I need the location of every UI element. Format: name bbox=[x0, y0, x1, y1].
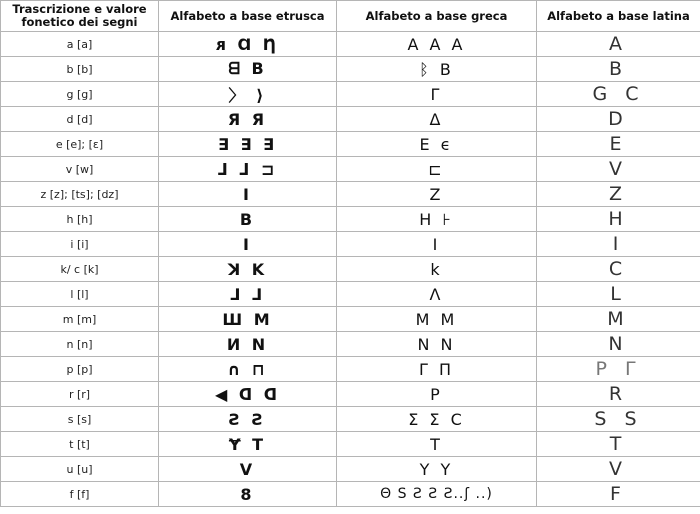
etruscan-glyph-cell: ᗺ B bbox=[159, 57, 337, 82]
greek-glyph-cell: Γ bbox=[337, 82, 537, 107]
etruscan-glyph-cell: ᒧ ᒧ ⊐ bbox=[159, 157, 337, 182]
latin-glyph-cell: V bbox=[537, 457, 700, 482]
transcription-cell: n [n] bbox=[1, 332, 159, 357]
etruscan-glyph-cell: ∃ ∃ ∃ bbox=[159, 132, 337, 157]
latin-glyph-cell: N bbox=[537, 332, 700, 357]
latin-glyph-cell: B bbox=[537, 57, 700, 82]
greek-glyph-cell: N N bbox=[337, 332, 537, 357]
etruscan-glyph-cell: ◀ ᗡ ᗡ bbox=[159, 382, 337, 407]
latin-glyph-cell: E bbox=[537, 132, 700, 157]
table-row bbox=[1, 132, 700, 157]
latin-glyph-cell: C bbox=[537, 257, 700, 282]
etruscan-glyph-cell: Ш M bbox=[159, 307, 337, 332]
transcription-cell: d [d] bbox=[1, 107, 159, 132]
etruscan-glyph-cell: I bbox=[159, 182, 337, 207]
etruscan-glyph-cell: И N bbox=[159, 332, 337, 357]
greek-glyph-cell: Z bbox=[337, 182, 537, 207]
header-transcription: Trascrizione e valore fonetico dei segni bbox=[1, 1, 159, 32]
table-row bbox=[1, 432, 700, 457]
table-row bbox=[1, 407, 700, 432]
header-etruscan: Alfabeto a base etrusca bbox=[159, 1, 337, 32]
transcription-cell: k/ c [k] bbox=[1, 257, 159, 282]
table-row bbox=[1, 207, 700, 232]
table-row bbox=[1, 182, 700, 207]
table-row bbox=[1, 482, 700, 507]
etruscan-glyph-cell: Я Я bbox=[159, 107, 337, 132]
etruscan-glyph-cell: Ɏ T bbox=[159, 432, 337, 457]
latin-glyph-cell: V bbox=[537, 157, 700, 182]
latin-glyph-cell: I bbox=[537, 232, 700, 257]
header-greek: Alfabeto a base greca bbox=[337, 1, 537, 32]
table-row bbox=[1, 382, 700, 407]
table-header bbox=[1, 1, 700, 32]
latin-glyph-cell: F bbox=[537, 482, 700, 507]
table-row bbox=[1, 282, 700, 307]
transcription-cell: l [l] bbox=[1, 282, 159, 307]
greek-glyph-cell: ⊏ bbox=[337, 157, 537, 182]
greek-glyph-cell: I bbox=[337, 232, 537, 257]
latin-glyph-cell: G C bbox=[537, 82, 700, 107]
transcription-cell: h [h] bbox=[1, 207, 159, 232]
greek-glyph-cell: Α Α Α bbox=[337, 32, 537, 57]
latin-glyph-cell: A bbox=[537, 32, 700, 57]
latin-glyph-cell: P Γ bbox=[537, 357, 700, 382]
latin-glyph-cell: T bbox=[537, 432, 700, 457]
table-row bbox=[1, 357, 700, 382]
transcription-cell: t [t] bbox=[1, 432, 159, 457]
greek-glyph-cell: Y Y bbox=[337, 457, 537, 482]
greek-glyph-cell: E ϵ bbox=[337, 132, 537, 157]
transcription-cell: b [b] bbox=[1, 57, 159, 82]
etruscan-glyph-cell: ꓘ K bbox=[159, 257, 337, 282]
transcription-cell: a [a] bbox=[1, 32, 159, 57]
greek-glyph-cell: k bbox=[337, 257, 537, 282]
greek-glyph-cell: Γ Π bbox=[337, 357, 537, 382]
etruscan-glyph-cell: Ƨ Ƨ bbox=[159, 407, 337, 432]
etruscan-glyph-cell: ᴙ Ɑ Ƞ bbox=[159, 32, 337, 57]
greek-glyph-cell: Θ S Ƨ Ƨ Ƨ..ʃ ..) bbox=[337, 482, 537, 507]
etruscan-glyph-cell: B bbox=[159, 207, 337, 232]
latin-glyph-cell: H bbox=[537, 207, 700, 232]
greek-glyph-cell: Λ bbox=[337, 282, 537, 307]
etruscan-glyph-cell: I bbox=[159, 232, 337, 257]
greek-glyph-cell: Δ bbox=[337, 107, 537, 132]
transcription-cell: f [f] bbox=[1, 482, 159, 507]
transcription-cell: u [u] bbox=[1, 457, 159, 482]
table-body bbox=[1, 32, 700, 507]
latin-glyph-cell: Z bbox=[537, 182, 700, 207]
transcription-cell: p [p] bbox=[1, 357, 159, 382]
transcription-cell: r [r] bbox=[1, 382, 159, 407]
table-row bbox=[1, 107, 700, 132]
greek-glyph-cell: ᛒ B bbox=[337, 57, 537, 82]
greek-glyph-cell: P bbox=[337, 382, 537, 407]
etruscan-glyph-cell: ∩ ⊓ bbox=[159, 357, 337, 382]
table-row bbox=[1, 257, 700, 282]
header-row bbox=[1, 1, 700, 32]
transcription-cell: m [m] bbox=[1, 307, 159, 332]
latin-glyph-cell: S S bbox=[537, 407, 700, 432]
transcription-cell: s [s] bbox=[1, 407, 159, 432]
table-row bbox=[1, 332, 700, 357]
table-row bbox=[1, 232, 700, 257]
greek-glyph-cell: M M bbox=[337, 307, 537, 332]
greek-glyph-cell: H ⊦ bbox=[337, 207, 537, 232]
table-row bbox=[1, 307, 700, 332]
latin-glyph-cell: M bbox=[537, 307, 700, 332]
etruscan-glyph-cell: 8 bbox=[159, 482, 337, 507]
etruscan-glyph-cell: V bbox=[159, 457, 337, 482]
transcription-cell: g [g] bbox=[1, 82, 159, 107]
transcription-cell: z [z]; [ts]; [dz] bbox=[1, 182, 159, 207]
greek-glyph-cell: Σ Σ C bbox=[337, 407, 537, 432]
table-row bbox=[1, 57, 700, 82]
etruscan-glyph-cell: ⅃ ⅃ bbox=[159, 282, 337, 307]
transcription-cell: v [w] bbox=[1, 157, 159, 182]
greek-glyph-cell: T bbox=[337, 432, 537, 457]
table-row bbox=[1, 32, 700, 57]
table-row bbox=[1, 457, 700, 482]
transcription-cell: e [e]; [ɛ] bbox=[1, 132, 159, 157]
transcription-cell: i [i] bbox=[1, 232, 159, 257]
table-row bbox=[1, 157, 700, 182]
latin-glyph-cell: D bbox=[537, 107, 700, 132]
etruscan-glyph-cell: 〉 ⟩ bbox=[159, 82, 337, 107]
table-row bbox=[1, 82, 700, 107]
latin-glyph-cell: R bbox=[537, 382, 700, 407]
latin-glyph-cell: L bbox=[537, 282, 700, 307]
header-latin: Alfabeto a base latina bbox=[537, 1, 700, 32]
